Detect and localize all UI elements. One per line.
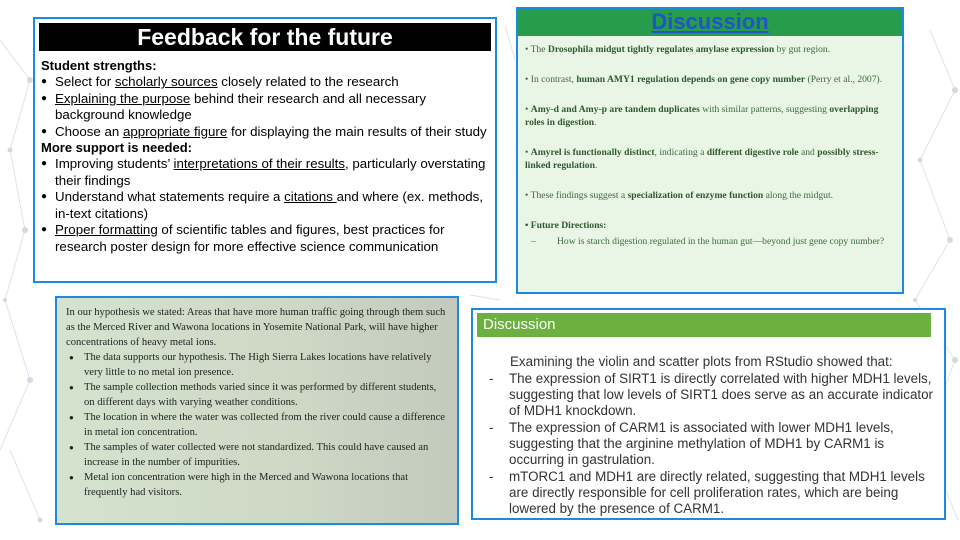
feedback-title: Feedback for the future (39, 23, 491, 51)
support-item: ● Proper formatting of scientific tables and figures, best practices for research poster design for more effective science communication (55, 222, 491, 255)
strengths-list (39, 74, 491, 140)
strength-item: ● Choose an appropriate figure for displaying the main results of their study (55, 124, 491, 141)
discussion-title: Discussion (518, 9, 902, 36)
hypothesis-panel (55, 296, 459, 525)
hypothesis-bullet: ● The data supports our hypothesis. The High Sierra Lakes locations have relatively very little to no metal ion presence. (84, 350, 447, 380)
support-list (39, 156, 491, 255)
strength-item: ● Explaining the purpose behind their research and all necessary background knowledge (55, 91, 491, 124)
strength-item: ● Select for scholarly sources closely related to the research (55, 74, 491, 91)
future-directions-item: – How is starch digestion regulated in the human gut—beyond just gene copy number? (531, 236, 885, 247)
support-item: ● Understand what statements require a citations and where (ex. methods, in-text citations) (55, 189, 491, 222)
discussion-bullet: • Amy-d and Amy-p are tandem duplicates with similar patterns, suggesting overlapping roles in digestion. (525, 104, 879, 128)
support-heading: More support is needed: (41, 140, 192, 155)
discussion-intro: Examining the violin and scatter plots from RStudio showed that: (510, 354, 893, 369)
discussion-item: - The expression of SIRT1 is directly correlated with higher MDH1 levels, suggesting that low levels of SIRT1 does serve as an accurate indicator of MDH1 knockdown. (489, 371, 934, 418)
discussion-bullet: • In contrast, human AMY1 regulation depends on gene copy number (Perry et al., 2007). (525, 74, 883, 85)
mdh1-discussion-panel (471, 308, 946, 520)
hypothesis-bullet: ● Metal ion concentration were high in the Merced and Wawona locations that frequently had visitors. (84, 470, 447, 500)
future-directions-heading: • Future Directions: (525, 220, 607, 231)
hypothesis-bullets (66, 350, 447, 500)
discussion-header: Discussion (477, 313, 931, 337)
feedback-panel (33, 17, 497, 283)
hypothesis-bullet: ● The location in where the water was collected from the river could cause a difference in metal ion concentration. (84, 410, 447, 440)
hypothesis-bullet: ● The sample collection methods varied since it was performed by different students, on different days with varying weather conditions. (84, 380, 447, 410)
support-item: ● Improving students’ interpretations of their results, particularly overstating their findings (55, 156, 491, 189)
hypothesis-text: In our hypothesis we stated: Areas that have more human traffic going through them such as the Merced River and Wawona locations in Yosemite National Park, will have higher concentrations of heavy metal ions. (66, 307, 446, 348)
discussion-bullet: • These findings suggest a specialization of enzyme function along the midgut. (525, 190, 834, 201)
discussion-item: - mTORC1 and MDH1 are directly related, suggesting that MDH1 levels are directly responsible for cell proliferation rates, which are being lowered by the presence of CARM1. (489, 469, 925, 516)
strengths-heading: Student strengths: (41, 58, 157, 73)
discussion-item: - The expression of CARM1 is associated with lower MDH1 levels, suggesting that the arginine methylation of MDH1 by CARM1 is occurring in gastrulation. (489, 420, 894, 467)
discussion-bullet: • The Drosophila midgut tightly regulates amylase expression by gut region. (525, 44, 831, 55)
drosophila-discussion-panel (516, 7, 904, 294)
hypothesis-bullet: ● The samples of water collected were not standardized. This could have caused an increase in the number of impurities. (84, 440, 447, 470)
discussion-bullet: • Amyrel is functionally distinct, indicating a different digestive role and possibly stress-linked regulation. (525, 147, 879, 171)
